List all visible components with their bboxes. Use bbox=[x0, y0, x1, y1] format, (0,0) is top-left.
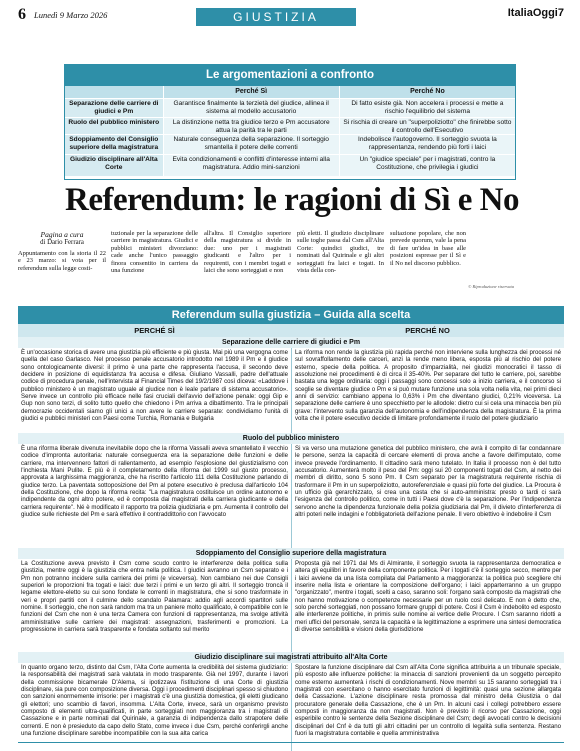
row-si: La distinzione netta tra giudice terzo e Pm accusatore attua la parità tra le parti bbox=[163, 118, 339, 134]
row-no: Di fatto esiste già. Non accelera i processi e mette a rischio l'equilibrio del sistema bbox=[339, 99, 515, 117]
guide-section-title: Ruolo del pubblico ministero bbox=[18, 433, 564, 444]
article-column-3: all'altra. Il Consiglio superiore della magistratura si divide in due: uno per i magistrati giudicanti e l'altro per i requirenti, con i membri togati e laici che sono sorteggiati e non bbox=[204, 230, 291, 275]
headline: Referendum: le ragioni di Sì e No bbox=[64, 182, 520, 218]
article-column-4: più eletti. Il giudizio disciplinare sulle toghe passa dal Csm all'Alta Corte: quindici giudici, tre nominati dal Quirinale e gli altri sorteggiati fra laici e togati. In vista della con- bbox=[297, 230, 384, 275]
guide-cell-si: In quanto organo terzo, distinto dal Csm, l'Alta Corte aumenta la credibilità del sistema giudiziario: la responsabilità dei magistrati sarà valutata in modo trasparente. Già nel 1997, durante i lavori della commissione bicamerale D'Alema, si ipotizzava l'istituzione di una Corte di giustizia disciplinare, sia pure con composizione diversa. Oggi i procedimenti disciplinari spesso si chiudono con sanzioni enormemente irrisorie: per i magistrati c'è una giustizia domestica, gli eletti giudicano gli elettori; uno scambio di favori, insomma. L'Alta Corte, invece, sarà un organismo previsto composto di elementi ultra-qualificati, in parte sorteggiati non maggioranza tra i magistrati di Cassazione e in parte nominati dal Quirinale, a garanzia di indipendenza dallo strapotere delle correnti. E non è presieduto da capo dello Stato, come invece i due Csm, perché conferirgli anche una funzione disciplinare sarebbe incompatibile con la sua alta carica bbox=[21, 664, 288, 738]
page-number: 6 bbox=[18, 6, 26, 23]
comparison-box bbox=[64, 64, 516, 180]
comparison-row bbox=[65, 154, 515, 176]
comparison-row bbox=[65, 98, 515, 117]
guide-cell-si: È una riforma liberale divenuta inevitabile dopo che la riforma Vassalli aveva smantellato il vecchio codice d'impronta autoritaria: naturale conseguenza era la separazione delle funzioni e delle carriere, ma intervennero fattori di rallentamento, ad esempio l'esplosione del giustizialismo con l'inchiesta Mani Pulite. E più è il completamento della riforma del 1999 sul giusto processo, approvata a larghissima maggioranza, che ha riscritto l'articolo 111 della Costituzione parlando di giudice terzo. La paventata sottoposizione del Pm al potere esecutivo è preclusa dall'articolo 104 della Costituzione, che dopo la riforma recita: "La magistratura costituisce un ordine autonomo e indipendente da ogni altro potere, ed è composta dai magistrati della carriera giudicante e della carriera requirente". Né è modificato il rapporto tra polizia giudiziaria e pm. Aumenta il controllo del giudice sulle richieste del Pm e sarà effettivo il contraddittorio con l'avvocato bbox=[21, 445, 288, 519]
guide-cell-si: La Costituzione aveva previsto il Csm come scudo contro le interferenze della politica sulla giustizia, mentre oggi è la giustizia che entra nella politica. I giudici avranno un Csm separato e i Pm non potranno incidere sulla carriera dei primi (e viceversa). Non cambiano nei due Consigli superiori le proporzioni fra togati e laici: due terzi i primi e un terzo gli altri. Il sorteggio troncà il legame elettore-eletto su cui sono fondate le correnti in magistratura, che si sono trasformate in veri e propri partiti con il culmine dello scandalo Palamara: addio agli accordi spartitori sulle nomine. Il sorteggio, che non sarà random ma tra un paniere molto qualificato, è compatibile con le funzioni del Csm che non è una terza Camera con funzioni di rappresentanza, ma svolge attività amministrative sulle carriere dei magistrati: assegnazioni, trasferimenti e promozioni. La progressione in carriera sarà trasparente e fondata soltanto sul merito bbox=[21, 560, 288, 634]
row-no: Indebolisce l'autogoverno. Il sorteggio svuota la rappresentanza, rendendo più forti i laici bbox=[339, 135, 515, 154]
byline-author: di Dario Ferrara bbox=[40, 239, 84, 246]
row-label: Separazione delle carriere di giudici e Pm bbox=[65, 99, 163, 117]
guide-cell-no: Spostare la funzione disciplinare dal Csm all'Alta Corte significa attribuirla a un tribunale speciale, più esposto alle influenze politiche: la minaccia di sanzioni provenienti da un soggetto percepito come esterno aumenterà i rischi di condizionamenti. Nove membri su 15 saranno sorteggiati tra i magistrati con esercitano o hanno esercitato funzioni di legittimità: quasi una sezione allargata della Cassazione. L'azione disciplinare resta promossa dal ministro della Giustizia o dal procuratore generale della Cassazione, che è un Pm. In alcuni casi i collegi potrebbero essere composti in maggioranza da non magistrati. Non è previsto il ricorso per Cassazione, oggi esperibile contro le sentenze della Sezione disciplinare del Csm; degli avvocati contro le decisioni disciplinari del Cnf è da tutti gli altri cittadini per un controllo di legalità sulla sentenza. Restano fuori la magistratura contabile e quella amministrativa bbox=[291, 663, 564, 751]
guide-col-si: PERCHÉ SÌ bbox=[134, 326, 175, 335]
guide-section-title: Sdoppiamento del Consiglio superiore della magistratura bbox=[18, 548, 564, 559]
comparison-row bbox=[65, 134, 515, 154]
guide-row bbox=[18, 559, 564, 652]
comparison-row bbox=[65, 117, 515, 134]
comparison-col-no: Perché No bbox=[339, 86, 515, 98]
guide-row bbox=[18, 444, 564, 548]
guide-section-title: Giudizio disciplinare sui magistrati attribuito all'Alta Corte bbox=[18, 652, 564, 663]
row-si: Garantisce finalmente la terzietà del giudice, allinea il sistema al modello accusatorio bbox=[163, 99, 339, 117]
guide-cell-si: È un'occasione storica di avere una giustizia più efficiente e più giusta. Mai più una vergogna come quella del caso Garlasco. Nel processo penale accusatorio introdotto nel 1989 il Pm e il giudice sono ontologicamente diversi: il primo è una parte che rappresenta l'accusa, il secondo deve decidere in posizione di equidistanza fra accusa e difesa. Giuliano Vassalli, padre dell'attuale codice di procedura penale, nell'intervista al Financial Times del 19/2/1987 così diceva: «Laddove i pubblico ministero è un magistrato uguale al giudice non è leale parlare di sistema accusatorio». Serve invece un controllo più efficace nelle fasi cruciali dell'avvio dell'azione penale: oggi Gip e Gup non sono terzi, di solito tutto quello che chiedono i Pm arriva a dibattimento. Tra le principali democrazie occidentali siamo gli unici a non avere le carriere separate: condividiamo l'unità di giudici e pubblici ministeri con Paesi come Turchia, Romania e Bulgaria bbox=[21, 349, 288, 423]
article-column-1: Appuntamento con la storia il 22 e 23 marzo: si vota per il referendum sulla legge costi- bbox=[18, 250, 106, 272]
guide-row bbox=[18, 663, 564, 751]
section-label: GIUSTIZIA bbox=[196, 8, 356, 26]
row-label: Giudizio disciplinare all'Alta Corte bbox=[65, 155, 163, 176]
article-column-2: tuzionale per la separazione delle carriere in magistratura. Giudici e pubblici ministeri divorziano: cade anche l'unico passaggio finora consentito in carriera da una funzione bbox=[111, 230, 198, 275]
guide-table bbox=[18, 306, 564, 742]
guide-cell-no: La riforma non rende la giustizia più rapida perché non interviene sulla lunghezza dei processi né sul sovraffollamento delle carceri, anzi la rende meno libera, esposta più al rischio del potere esterno, specie della politica. A proposito d'imparzialità, nei giudizi monocratici il tasso di assoluzione nei procedimenti è di circa il 35-40%. Per separare del tutto le carriere, poi, sarebbe bastata una legge ordinaria: oggi i passaggi sono concessi solo a inizio carriera, e il concorso si sceglie se diventare giudice o Pm e si può mutare funzione una sola volta nella vita, nei primi dieci anni di servizio: cambiano appena lo 0,63% i Pm che diventano giudici, 0,21% viceversa. La separazione delle carriere è uno specchietto per le allodole: dietro cui si cela una minaccia ben più grave: l'intervento sulla garanzia dell'autonomia e dell'indipendenza della magistratura. È la prima volta che il potere esecutivo decide di limitare profondamente il ruolo del potere giudiziario bbox=[291, 348, 564, 433]
guide-title: Referendum sulla giustizia – Guida alla scelta bbox=[18, 306, 564, 324]
article-column-5: sultazione popolare, che non prevede quorum, vale la pena di fare un'idea in base alle posizioni espresse per il Sì e il No nel discorso pubblico. bbox=[390, 230, 466, 267]
row-label: Ruolo del pubblico ministero bbox=[65, 118, 163, 134]
newspaper-logo: ItaliaOggi7 bbox=[507, 7, 564, 19]
byline-intro: Pagina a cura bbox=[40, 230, 84, 239]
bottom-rule bbox=[18, 742, 564, 743]
issue-date: Lunedì 9 Marzo 2026 bbox=[34, 10, 108, 20]
row-si: Evita condizionamenti e conflitti d'interesse interni alla magistratura. Addio mini-sanzioni bbox=[163, 155, 339, 176]
byline bbox=[18, 230, 106, 246]
comparison-col-si: Perché Sì bbox=[163, 86, 339, 98]
guide-cell-no: Proposta già nel 1971 dal Ms di Almirante, il sorteggio svuota la rappresentanza democratica e altera gli equilibri in favore della componente politica. Per i togati c'è il sorteggio secco, mentre per i laici avviene da una lista compilata dal Parlamento a maggioranza: la politica può scegliere chi inserire nella lista e orientare la composizione dell'organo; i laici apparterranno a un gruppo "organizzato", mentre i togati, scelti a caso, saranno soli: l'organo sarà composto da magistrati che non hanno motivazione o competenze necessarie per un ruolo così delicato. E non è detto che, solo perché sorteggiati, non possano formare gruppi di potere. Così il Csm è indebolito ed esposto alle interferenze politiche, in primis sulle nomine ai vertice delle Procure. I Csm saranno ridotti a meri uffici del personale, senza la capacità e la legittimazione a esprimere una sintesi democratica di diverse sensibilità e visioni della giurisdizione bbox=[291, 559, 564, 652]
guide-row bbox=[18, 348, 564, 433]
guide-section-title: Separazione delle carriere di giudici e Pm bbox=[18, 337, 564, 348]
comparison-title: Le argomentazioni a confronto bbox=[65, 65, 515, 86]
row-no: Si rischia di creare un "superpoliziotto" che finirebbe sotto il controllo dell'Esecutivo bbox=[339, 118, 515, 134]
comparison-header bbox=[65, 86, 515, 98]
page-header bbox=[18, 8, 564, 26]
guide-col-no: PERCHÉ NO bbox=[405, 326, 450, 335]
guide-cell-no: Si va verso una mutazione genetica del pubblico ministero, che avrà il compito di far condannare le persone, senza la capacità di cercare elementi di prova anche a favore dell'imputato, come invece prevede l'ordinamento. Il cittadino sarà meno tutelato. In Italia il processo non è del tutto accusatorio. Aumenterà molto il peso del Pm: oggi sui 20 componenti togati del Csm, al netto dei membri di diritto, sono 5 sono Pm. Il Csm separato per la magistratura requirente rischia di trasformare il Pm in un superpoliziotto, autoreferenziale e quasi più forte del giudice. La Procura è un ufficio già gerarchizzato, si crea una casta che si auto-amministra: presto o tardi ci sarà l'esigenza del controllo politico, come in tutti i Paesi dove c'è la separazione. Per l'indipendenza servono anche la dipendenza funzionale della polizia giudiziaria dal Pm, il divieto d'interferenza di altri poteri nelle indagini e l'obbligatorietà dell'azione penale. Il vero obiettivo è indebolire il Csm bbox=[291, 444, 564, 548]
copyright-note: © Riproduzione riservata bbox=[468, 284, 514, 289]
guide-header bbox=[18, 324, 564, 337]
row-label: Sdoppiamento del Consiglio superiore della magistratura bbox=[65, 135, 163, 154]
row-si: Naturale conseguenza della separazione. Il sorteggio smantella il potere delle correnti bbox=[163, 135, 339, 154]
row-no: Un "giudice speciale" per i magistrati, contro la Costituzione, che privilegia i giudici bbox=[339, 155, 515, 176]
